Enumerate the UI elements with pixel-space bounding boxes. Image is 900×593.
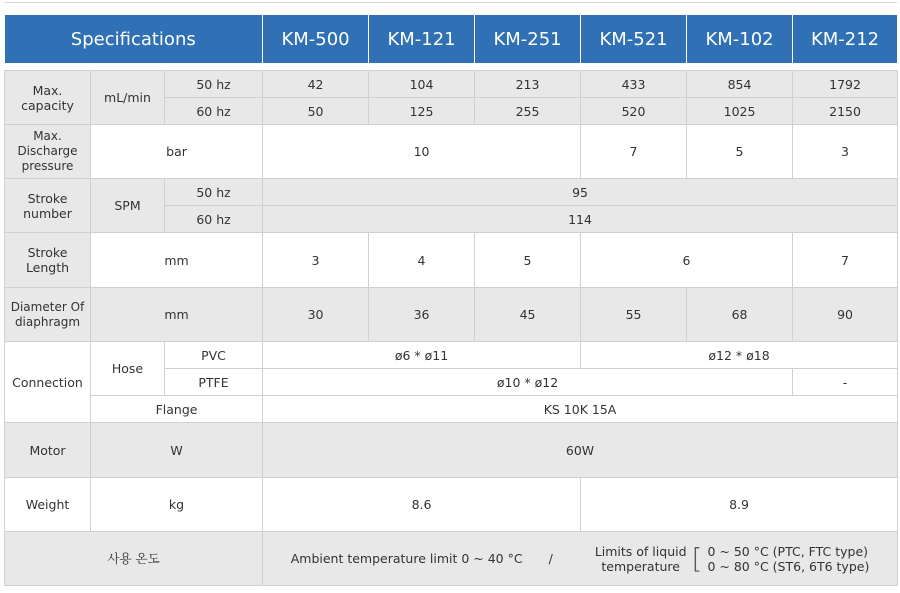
row-label-stroke-number: Stroke number [5,179,91,233]
header-model: KM-102 [687,15,793,64]
table-cell: 10 [263,125,581,179]
separator-slash: / [548,551,553,566]
table-cell: 5 [475,233,581,288]
header-model: KM-121 [369,15,475,64]
table-cell: 36 [369,288,475,342]
freq-label: 60 hz [165,98,263,125]
table-cell: - [793,369,898,396]
table-row [5,125,898,179]
table-cell: 5 [687,125,793,179]
table-cell: 45 [475,288,581,342]
table-row [5,288,898,342]
table-row [5,179,898,206]
row-label-weight: Weight [5,478,91,532]
range-line-2: 0 ~ 80 °C (ST6, 6T6 type) [707,558,870,574]
bracket-icon: [ [691,541,703,575]
table-cell: 6 [581,233,793,288]
table-cell: KS 10K 15A [263,396,898,423]
table-cell: 42 [263,71,369,98]
table-row [5,478,898,532]
temperature-cell [263,532,898,586]
table-cell: 854 [687,71,793,98]
table-cell: 520 [581,98,687,125]
unit-label: kg [91,478,263,532]
table-cell: 50 [263,98,369,125]
table-cell: 90 [793,288,898,342]
table-row [5,71,898,98]
liquid-label-line-2: temperature [601,558,680,574]
liquid-temperature-ranges [707,544,869,574]
header-model: KM-521 [581,15,687,64]
row-label-motor: Motor [5,423,91,478]
liquid-temperature-label [595,544,687,574]
header-specifications: Specifications [5,15,263,64]
row-label-connection: Connection [5,342,91,423]
table-cell: 68 [687,288,793,342]
table-cell: 433 [581,71,687,98]
specifications-table [4,15,898,586]
table-cell: 213 [475,71,581,98]
table-cell: 30 [263,288,369,342]
header-spacer [5,64,898,71]
flange-label: Flange [91,396,263,423]
table-cell: 125 [369,98,475,125]
top-divider [4,2,897,3]
unit-label: SPM [91,179,165,233]
row-label-diaphragm: Diameter Of diaphragm [5,288,91,342]
table-row [5,233,898,288]
unit-label: bar [91,125,263,179]
freq-label: 60 hz [165,206,263,233]
table-cell: 8.6 [263,478,581,532]
table-cell: 2150 [793,98,898,125]
table-cell: 8.9 [581,478,898,532]
table-cell: 1025 [687,98,793,125]
table-cell: 255 [475,98,581,125]
unit-label: W [91,423,263,478]
table-cell: 7 [581,125,687,179]
table-cell: 4 [369,233,475,288]
table-row [5,342,898,369]
row-label-stroke-length: Stroke Length [5,233,91,288]
unit-label: mm [91,233,263,288]
range-line-1: 0 ~ 50 °C (PTC, FTC type) [707,543,869,559]
row-label-temperature: 사용 온도 [5,532,263,586]
table-cell: ø10 * ø12 [263,369,793,396]
freq-label: 50 hz [165,179,263,206]
table-cell: 104 [369,71,475,98]
header-model: KM-251 [475,15,581,64]
table-row [5,532,898,586]
freq-label: 50 hz [165,71,263,98]
table-cell: 60W [263,423,898,478]
ambient-temperature: Ambient temperature limit 0 ~ 40 °C [290,551,523,566]
table-cell: ø6 * ø11 [263,342,581,369]
table-cell: 3 [263,233,369,288]
table-cell: 114 [263,206,898,233]
row-label-discharge: Max. Discharge pressure [5,125,91,179]
material-label: PTFE [165,369,263,396]
material-label: PVC [165,342,263,369]
table-cell: 1792 [793,71,898,98]
unit-label: mL/min [91,71,165,125]
table-cell: 3 [793,125,898,179]
table-cell: 55 [581,288,687,342]
temperature-limits [265,541,895,575]
table-row [5,423,898,478]
table-cell: 95 [263,179,898,206]
table-row [5,396,898,423]
header-row [5,15,898,64]
liquid-label-line-1: Limits of liquid [594,543,687,559]
header-model: KM-212 [793,15,898,64]
header-model: KM-500 [263,15,369,64]
table-cell: 7 [793,233,898,288]
row-label-capacity: Max. capacity [5,71,91,125]
table-cell: ø12 * ø18 [581,342,898,369]
hose-label: Hose [91,342,165,396]
unit-label: mm [91,288,263,342]
